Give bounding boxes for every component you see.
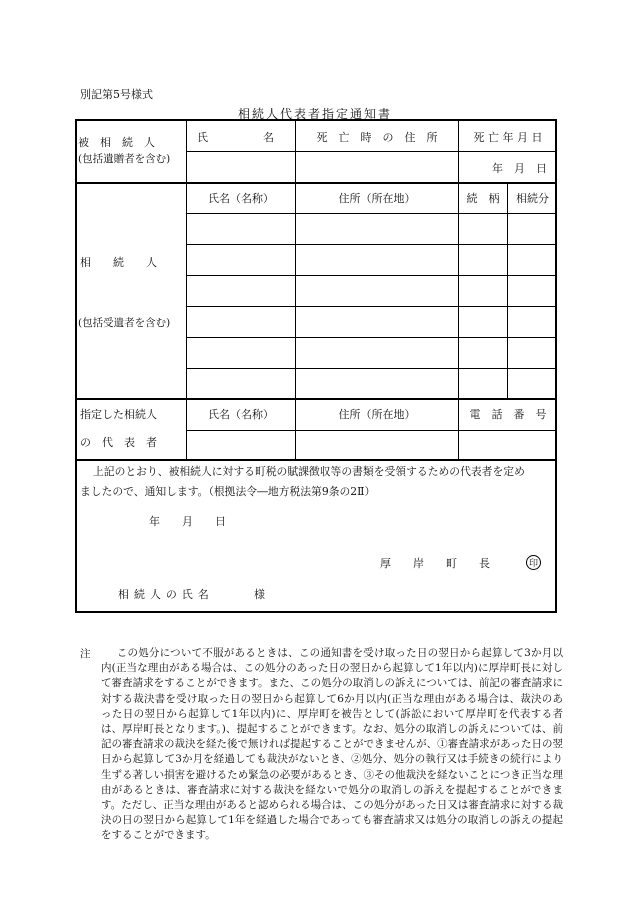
document-title: 相続人代表者指定通知書 [237, 107, 392, 121]
heir-row[interactable] [187, 338, 556, 367]
issuer-title: 厚 岸 町 長 [380, 557, 490, 570]
statement-line-2: ましたので、通知します。（根拠法令―地方税法第9条の2Ⅱ） [80, 485, 376, 498]
heirs-name-header: 氏名（名称） [208, 192, 274, 205]
notice-date: 年 月 日 [149, 515, 226, 528]
decedent-label: 被 相 続 人 [78, 136, 155, 149]
heirs-relation-header: 続 柄 [466, 192, 500, 205]
heir-row[interactable] [187, 307, 556, 336]
section-divider [75, 398, 557, 400]
heir-row[interactable] [187, 214, 556, 243]
representative-address-header: 住所（所在地） [338, 408, 416, 421]
representative-name-value[interactable] [187, 431, 294, 458]
representative-label-line2: の 代 表 者 [80, 436, 157, 449]
note-label: 注 [80, 648, 91, 660]
section-divider [75, 182, 557, 184]
heir-row[interactable] [187, 245, 556, 274]
statement-line-1: 上記のとおり、被相続人に対する町税の賦課徴収等の書類を受領するための代表者を定め [93, 465, 525, 478]
recipient-label: 相続人の氏名 [118, 588, 214, 601]
decedent-date-header: 死 亡 年 月 日 [473, 131, 543, 144]
decedent-address-value[interactable] [296, 152, 457, 181]
heirs-label: 相 続 人 [80, 256, 157, 269]
heir-row[interactable] [187, 369, 556, 397]
heir-row[interactable] [187, 276, 556, 305]
representative-label: 指定した相続人 [80, 408, 157, 421]
decedent-name-header: 氏 名 [197, 131, 274, 144]
heirs-label-note: (包括受遺者を含む) [78, 316, 171, 329]
seal-mark: 印 [526, 555, 541, 570]
decedent-label-note: (包括遺贈者を含む) [78, 152, 171, 165]
decedent-date-value: 年 月 日 [492, 162, 547, 175]
heirs-address-header: 住所（所在地） [338, 192, 416, 205]
decedent-name-value[interactable] [187, 152, 294, 181]
representative-phone-value[interactable] [459, 431, 556, 458]
representative-phone-header: 電 話 番 号 [469, 408, 547, 421]
heirs-share-header: 相続分 [516, 192, 549, 205]
note-text: この処分について不服があるときは、この通知書を受け取った日の翌日から起算して3か月以内(正当な理由がある場合は、この処分のあった日の翌日から起算して1年以内)に厚岸町長に対して審査請求をすることができます。また、この処分の取消しの訴えについては、前記の審査請求に対する裁決書を受け取った日の翌日から起算して6か月以内(正当な理由がある場合は、裁決のあった日の翌日から起算して1年以内)に、厚岸町を被告として(訴訟において厚岸町を代表する者は、厚岸町長となります。)、提起することができます。なお、処分の取消しの訴えについては、前記の審査請求の裁決を経た後で無ければ提起することができませんが、①審査請求があった日の翌日から起算して3か月を経過しても裁決がないとき、②処分、処分の執行又は手続きの続行により生ずる著しい損害を避けるため緊急の必要があるとき、③その他裁決を経ないことにつき正当な理由があるときは、審査請求に対する裁決を経ないで処分の取消しの訴えを提起することができます。ただし、正当な理由があると認められる場合は、この処分があった日又は審査請求に対する裁決の日の翌日から起算して1年を経過した場合であっても審査請求又は処分の取消しの訴えの提起をすることができます。 [101, 647, 563, 842]
recipient-honorific: 様 [254, 588, 265, 601]
section-divider [75, 459, 557, 461]
decedent-address-header: 死 亡 時 の 住 所 [316, 131, 438, 144]
form-number: 別記第5号様式 [80, 88, 153, 101]
representative-address-value[interactable] [296, 431, 457, 458]
representative-name-header: 氏名（名称） [208, 408, 274, 421]
